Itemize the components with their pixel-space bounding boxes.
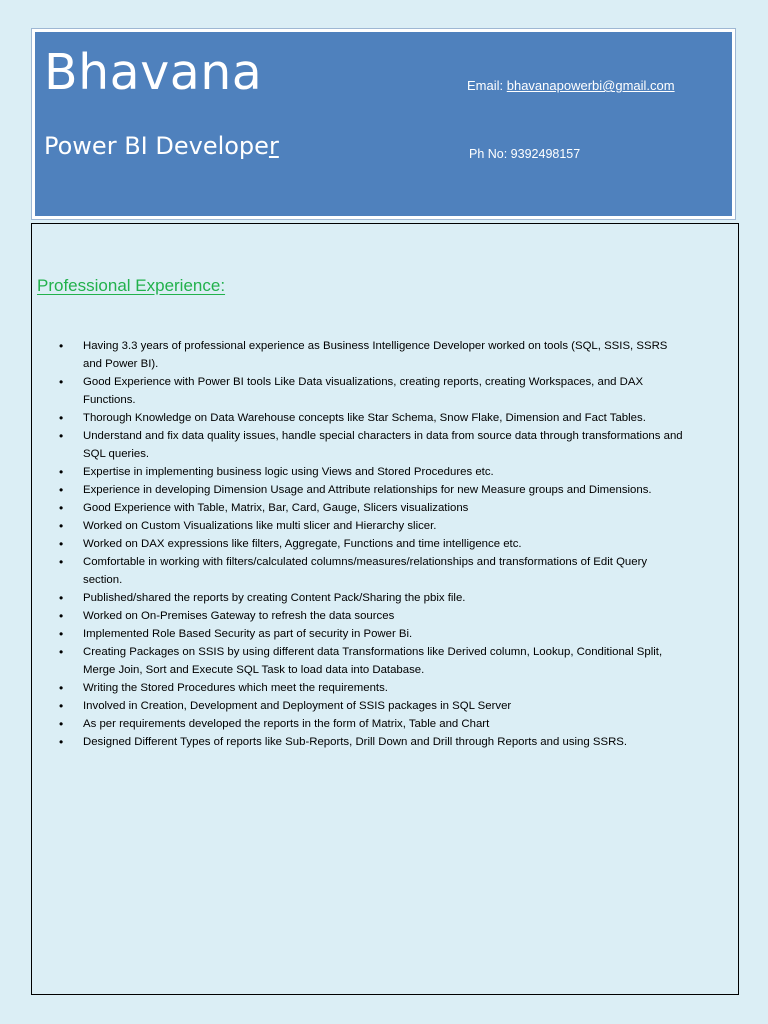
email-line [467, 78, 675, 93]
experience-list [83, 337, 683, 751]
experience-bullet: • Good Experience with Power BI tools Like Data visualizations, creating reports, creating Workspaces, and DAX Functions. [83, 373, 683, 409]
experience-bullet: • Understand and fix data quality issues, handle special characters in data from source data through transformations and SQL queries. [83, 427, 683, 463]
experience-bullet: • Worked on DAX expressions like filters, Aggregate, Functions and time intelligence etc. [83, 535, 683, 553]
experience-bullet: • Having 3.3 years of professional experience as Business Intelligence Developer worked on tools (SQL, SSIS, SSRS and Power BI). [83, 337, 683, 373]
resume-header [32, 29, 735, 219]
experience-bullet: • Designed Different Types of reports like Sub-Reports, Drill Down and Drill through Reports and using SSRS. [83, 733, 683, 751]
experience-bullet: • Comfortable in working with filters/calculated columns/measures/relationships and transformations of Edit Query section. [83, 553, 683, 589]
experience-bullet: • Thorough Knowledge on Data Warehouse concepts like Star Schema, Snow Flake, Dimension and Fact Tables. [83, 409, 683, 427]
email-label: Email: [467, 78, 507, 93]
candidate-name: Bhavana [44, 44, 263, 101]
experience-bullet: • Writing the Stored Procedures which meet the requirements. [83, 679, 683, 697]
experience-bullet: • Published/shared the reports by creating Content Pack/Sharing the pbix file. [83, 589, 683, 607]
experience-box [31, 223, 739, 995]
job-title-last-letter: r [268, 132, 279, 160]
experience-bullet: • Experience in developing Dimension Usage and Attribute relationships for new Measure groups and Dimensions. [83, 481, 683, 499]
experience-bullet: • Implemented Role Based Security as part of security in Power Bi. [83, 625, 683, 643]
experience-bullet: • As per requirements developed the reports in the form of Matrix, Table and Chart [83, 715, 683, 733]
job-title [44, 132, 279, 160]
experience-bullet: • Worked on Custom Visualizations like multi slicer and Hierarchy slicer. [83, 517, 683, 535]
section-title: Professional Experience: [37, 276, 226, 295]
phone-number: Ph No: 9392498157 [469, 147, 581, 161]
experience-bullet: • Expertise in implementing business logic using Views and Stored Procedures etc. [83, 463, 683, 481]
experience-bullet: • Worked on On-Premises Gateway to refresh the data sources [83, 607, 683, 625]
experience-bullet: • Involved in Creation, Development and Deployment of SSIS packages in SQL Server [83, 697, 683, 715]
job-title-main: Power BI Develope [44, 132, 269, 160]
email-link[interactable]: bhavanapowerbi@gmail.com [506, 78, 675, 93]
experience-bullet: • Creating Packages on SSIS by using different data Transformations like Derived column, Lookup, Conditional Split, Merge Join, Sort and Execute SQL Task to load data into Database. [83, 643, 683, 679]
experience-bullet: • Good Experience with Table, Matrix, Bar, Card, Gauge, Slicers visualizations [83, 499, 683, 517]
